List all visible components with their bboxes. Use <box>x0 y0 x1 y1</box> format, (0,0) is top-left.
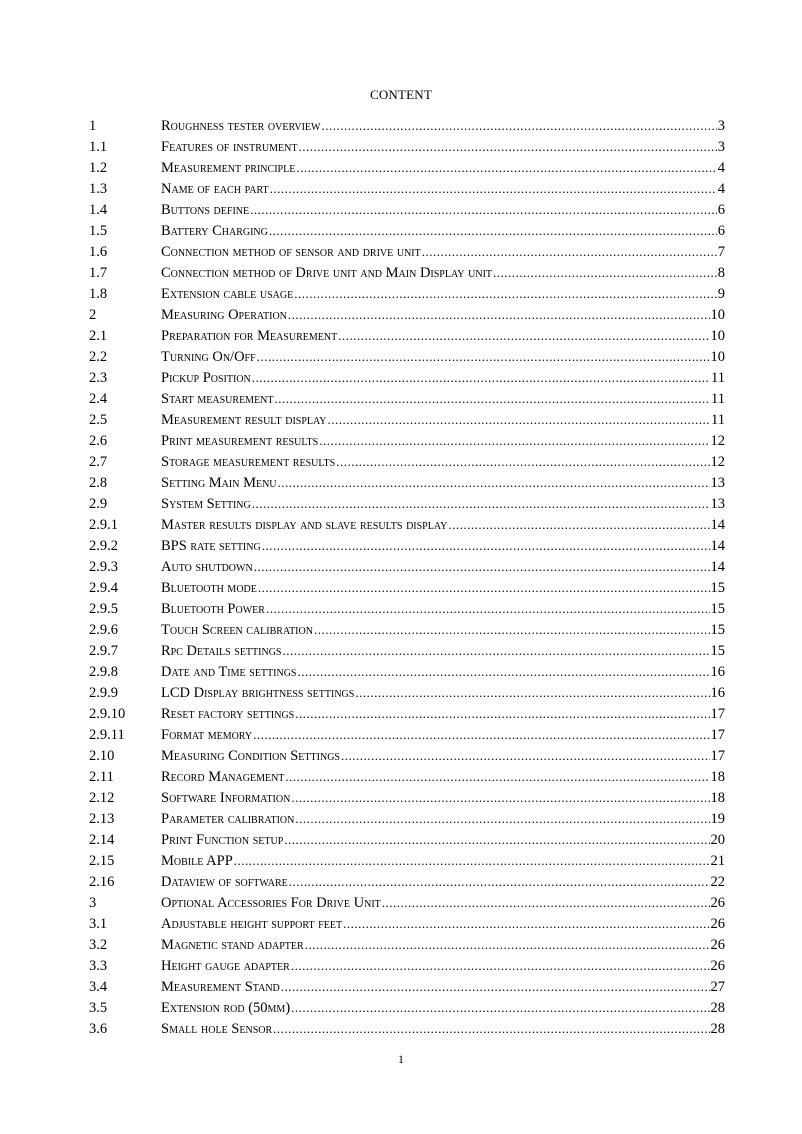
dot-leader <box>341 745 710 766</box>
dot-leader <box>319 430 709 451</box>
section-number: 3.6 <box>89 1021 108 1037</box>
toc-entry[interactable] <box>89 703 725 724</box>
toc-entry[interactable] <box>89 955 725 976</box>
section-title: Print measurement results <box>161 433 319 449</box>
dot-leader <box>258 577 710 598</box>
toc-entry[interactable] <box>89 1018 725 1039</box>
section-number: 3.5 <box>89 1000 108 1016</box>
section-number: 2.4 <box>89 391 108 407</box>
toc-entry[interactable] <box>89 178 725 199</box>
section-number: 2.9.1 <box>89 517 118 533</box>
section-title: Features of instrument <box>161 139 298 155</box>
section-number: 2.9.10 <box>89 706 126 722</box>
section-title: Connection method of Drive unit and Main Display unit <box>161 265 493 281</box>
section-page: 13 <box>710 496 725 512</box>
toc-entry[interactable] <box>89 514 725 535</box>
toc-entry[interactable] <box>89 388 725 409</box>
section-title: Extension rod (50mm) <box>161 1000 291 1016</box>
section-page: 10 <box>710 349 725 365</box>
section-page: 13 <box>710 475 725 491</box>
section-number: 2.1 <box>89 328 108 344</box>
dot-leader <box>266 598 710 619</box>
dot-leader <box>273 1018 709 1039</box>
dot-leader <box>355 682 709 703</box>
toc-entry[interactable] <box>89 619 725 640</box>
section-page: 17 <box>710 748 725 764</box>
dot-leader <box>422 241 717 262</box>
section-title: Bluetooth mode <box>161 580 257 596</box>
section-page: 16 <box>710 685 725 701</box>
toc-entry[interactable] <box>89 325 725 346</box>
section-title: Auto shutdown <box>161 559 253 575</box>
dot-leader <box>291 787 709 808</box>
section-title: Format memory <box>161 727 253 743</box>
section-page: 22 <box>710 874 725 890</box>
dot-leader <box>295 808 709 829</box>
section-title: Date and Time settings <box>161 664 297 680</box>
section-page: 15 <box>710 643 725 659</box>
toc-entry[interactable] <box>89 535 725 556</box>
dot-leader <box>493 262 717 283</box>
section-title: Record Management <box>161 769 285 785</box>
section-page: 3 <box>717 139 725 155</box>
toc-entry[interactable] <box>89 682 725 703</box>
section-page: 15 <box>710 601 725 617</box>
section-page: 26 <box>710 895 725 911</box>
section-page: 11 <box>711 412 725 428</box>
section-title: Rpc Details settings <box>161 643 282 659</box>
section-page: 4 <box>717 160 725 176</box>
section-page: 11 <box>711 370 725 386</box>
toc-entry[interactable] <box>89 157 725 178</box>
section-number: 3.1 <box>89 916 108 932</box>
section-number: 1.6 <box>89 244 108 260</box>
section-title: Preparation for Measurement <box>161 328 338 344</box>
toc-entry[interactable] <box>89 262 725 283</box>
section-title: Adjustable height support feet <box>161 916 343 932</box>
section-number: 1 <box>89 118 97 134</box>
toc-entry[interactable] <box>89 745 725 766</box>
section-title: Dataview of software <box>161 874 288 890</box>
section-title: Buttons define <box>161 202 250 218</box>
section-title: Measurement result display <box>161 412 327 428</box>
section-page: 14 <box>710 517 725 533</box>
section-title: Extension cable usage <box>161 286 294 302</box>
section-number: 1.5 <box>89 223 108 239</box>
dot-leader <box>234 850 710 871</box>
section-number: 2.11 <box>89 769 114 785</box>
dot-leader <box>289 871 710 892</box>
toc-entry[interactable] <box>89 136 725 157</box>
section-title: Battery Charging <box>161 223 268 239</box>
dot-leader <box>253 724 709 745</box>
section-page: 19 <box>710 811 725 827</box>
page-number: 1 <box>398 1052 404 1066</box>
section-title: Measuring Condition Settings <box>161 748 340 764</box>
section-title: Height gauge adapter <box>161 958 290 974</box>
section-number: 2.7 <box>89 454 108 470</box>
dot-leader <box>281 976 710 997</box>
section-title: Roughness tester overview <box>161 118 321 134</box>
section-number: 1.7 <box>89 265 108 281</box>
section-page: 18 <box>710 769 725 785</box>
section-page: 14 <box>710 559 725 575</box>
section-page: 6 <box>717 223 725 239</box>
dot-leader <box>257 346 710 367</box>
section-page: 17 <box>710 706 725 722</box>
section-number: 2.3 <box>89 370 108 386</box>
toc-entry[interactable] <box>89 934 725 955</box>
toc-entry[interactable] <box>89 661 725 682</box>
section-page: 21 <box>710 853 725 869</box>
toc-entry[interactable] <box>89 976 725 997</box>
toc-entry[interactable] <box>89 304 725 325</box>
section-number: 2.9.6 <box>89 622 118 638</box>
dot-leader <box>284 829 709 850</box>
section-number: 2.16 <box>89 874 115 890</box>
toc-entry[interactable] <box>89 913 725 934</box>
section-page: 11 <box>711 391 725 407</box>
section-page: 18 <box>710 790 725 806</box>
toc-entry[interactable] <box>89 556 725 577</box>
dot-leader <box>305 934 710 955</box>
section-number: 2.10 <box>89 748 115 764</box>
section-title: Turning On/Off <box>161 349 256 365</box>
dot-leader <box>338 325 709 346</box>
dot-leader <box>321 115 716 136</box>
section-page: 8 <box>717 265 725 281</box>
dot-leader <box>314 619 710 640</box>
dot-leader <box>382 892 710 913</box>
section-page: 9 <box>717 286 725 302</box>
section-page: 4 <box>717 181 725 197</box>
toc-entry[interactable] <box>89 472 725 493</box>
toc-entry[interactable] <box>89 241 725 262</box>
section-number: 2.12 <box>89 790 115 806</box>
toc-entry[interactable] <box>89 892 725 913</box>
section-page: 28 <box>710 1021 725 1037</box>
dot-leader <box>328 409 710 430</box>
dot-leader <box>262 535 710 556</box>
toc-entry[interactable] <box>89 829 725 850</box>
section-title: Optional Accessories For Drive Unit <box>161 895 381 911</box>
section-number: 2.6 <box>89 433 108 449</box>
section-number: 1.8 <box>89 286 108 302</box>
dot-leader <box>291 955 710 976</box>
section-title: Measuring Operation <box>161 307 287 323</box>
section-title: BPS rate setting <box>161 538 261 554</box>
section-title: Pickup Position <box>161 370 251 386</box>
section-page: 12 <box>710 454 725 470</box>
dot-leader <box>252 493 710 514</box>
section-page: 26 <box>710 958 725 974</box>
section-page: 26 <box>710 937 725 953</box>
toc-entry[interactable] <box>89 787 725 808</box>
section-page: 12 <box>710 433 725 449</box>
toc-title: CONTENT <box>369 87 433 102</box>
section-title: LCD Display brightness settings <box>161 685 355 701</box>
section-title: Measurement Stand <box>161 979 280 995</box>
dot-leader <box>294 283 717 304</box>
section-number: 3 <box>89 895 97 911</box>
dot-leader <box>270 178 717 199</box>
section-page: 16 <box>710 664 725 680</box>
section-number: 2.9 <box>89 496 108 512</box>
section-page: 28 <box>710 1000 725 1016</box>
section-number: 1.4 <box>89 202 108 218</box>
section-number: 2.9.3 <box>89 559 118 575</box>
section-title: Print Function setup <box>161 832 284 848</box>
dot-leader <box>282 640 709 661</box>
section-title: Connection method of sensor and drive unit <box>161 244 421 260</box>
section-page: 3 <box>717 118 725 134</box>
toc-entry[interactable] <box>89 808 725 829</box>
dot-leader <box>298 661 710 682</box>
toc-entry[interactable] <box>89 577 725 598</box>
section-number: 2.13 <box>89 811 115 827</box>
toc-entry[interactable] <box>89 283 725 304</box>
toc-entry[interactable] <box>89 451 725 472</box>
section-number: 3.4 <box>89 979 108 995</box>
section-title: Name of each part <box>161 181 269 197</box>
toc-entry[interactable] <box>89 430 725 451</box>
section-page: 10 <box>710 328 725 344</box>
dot-leader <box>250 199 717 220</box>
dot-leader <box>275 388 711 409</box>
section-number: 2 <box>89 307 97 323</box>
section-number: 2.9.9 <box>89 685 118 701</box>
section-title: Measurement principle <box>161 160 296 176</box>
dot-leader <box>336 451 709 472</box>
section-number: 2.9.7 <box>89 643 118 659</box>
dot-leader <box>298 136 716 157</box>
toc-entry[interactable] <box>89 115 725 136</box>
dot-leader <box>448 514 709 535</box>
dot-leader <box>285 766 709 787</box>
toc-entry[interactable] <box>89 871 725 892</box>
toc-entry[interactable] <box>89 409 725 430</box>
section-number: 2.9.2 <box>89 538 118 554</box>
dot-leader <box>343 913 709 934</box>
dot-leader <box>269 220 717 241</box>
toc-entry[interactable] <box>89 997 725 1018</box>
section-number: 3.3 <box>89 958 108 974</box>
section-number: 2.9.11 <box>89 727 125 743</box>
section-page: 15 <box>710 580 725 596</box>
section-number: 2.9.8 <box>89 664 118 680</box>
section-number: 1.2 <box>89 160 108 176</box>
section-title: System Setting <box>161 496 251 512</box>
toc-entry[interactable] <box>89 640 725 661</box>
section-title: Touch Screen calibration <box>161 622 313 638</box>
table-of-contents <box>89 115 725 1039</box>
section-title: Software Information <box>161 790 291 806</box>
section-title: Storage measurement results <box>161 454 336 470</box>
section-title: Magnetic stand adapter <box>161 937 304 953</box>
toc-entry[interactable] <box>89 220 725 241</box>
section-number: 2.8 <box>89 475 108 491</box>
section-number: 2.14 <box>89 832 115 848</box>
toc-entry[interactable] <box>89 493 725 514</box>
section-title: Setting Main Menu <box>161 475 277 491</box>
toc-entry[interactable] <box>89 598 725 619</box>
dot-leader <box>288 304 710 325</box>
toc-entry[interactable] <box>89 724 725 745</box>
section-title: Bluetooth Power <box>161 601 265 617</box>
section-number: 3.2 <box>89 937 108 953</box>
section-page: 7 <box>717 244 725 260</box>
section-page: 15 <box>710 622 725 638</box>
section-title: Mobile APP <box>161 853 233 869</box>
section-title: Master results display and slave results display <box>161 517 448 533</box>
dot-leader <box>278 472 710 493</box>
dot-leader <box>295 703 709 724</box>
section-title: Small hole Sensor <box>161 1021 273 1037</box>
section-number: 1.3 <box>89 181 108 197</box>
section-page: 6 <box>717 202 725 218</box>
section-title: Start measurement <box>161 391 274 407</box>
section-number: 2.15 <box>89 853 115 869</box>
dot-leader <box>252 367 710 388</box>
section-number: 2.9.4 <box>89 580 118 596</box>
toc-entry[interactable] <box>89 766 725 787</box>
toc-entry[interactable] <box>89 199 725 220</box>
section-number: 2.5 <box>89 412 108 428</box>
toc-entry[interactable] <box>89 850 725 871</box>
section-number: 1.1 <box>89 139 108 155</box>
section-number: 2.2 <box>89 349 108 365</box>
dot-leader <box>296 157 716 178</box>
toc-entry[interactable] <box>89 346 725 367</box>
section-page: 27 <box>710 979 725 995</box>
section-number: 2.9.5 <box>89 601 118 617</box>
dot-leader <box>291 997 709 1018</box>
section-title: Parameter calibration <box>161 811 295 827</box>
section-page: 17 <box>710 727 725 743</box>
section-page: 14 <box>710 538 725 554</box>
section-page: 26 <box>710 916 725 932</box>
section-title: Reset factory settings <box>161 706 295 722</box>
toc-entry[interactable] <box>89 367 725 388</box>
section-page: 10 <box>710 307 725 323</box>
dot-leader <box>254 556 710 577</box>
section-page: 20 <box>710 832 725 848</box>
